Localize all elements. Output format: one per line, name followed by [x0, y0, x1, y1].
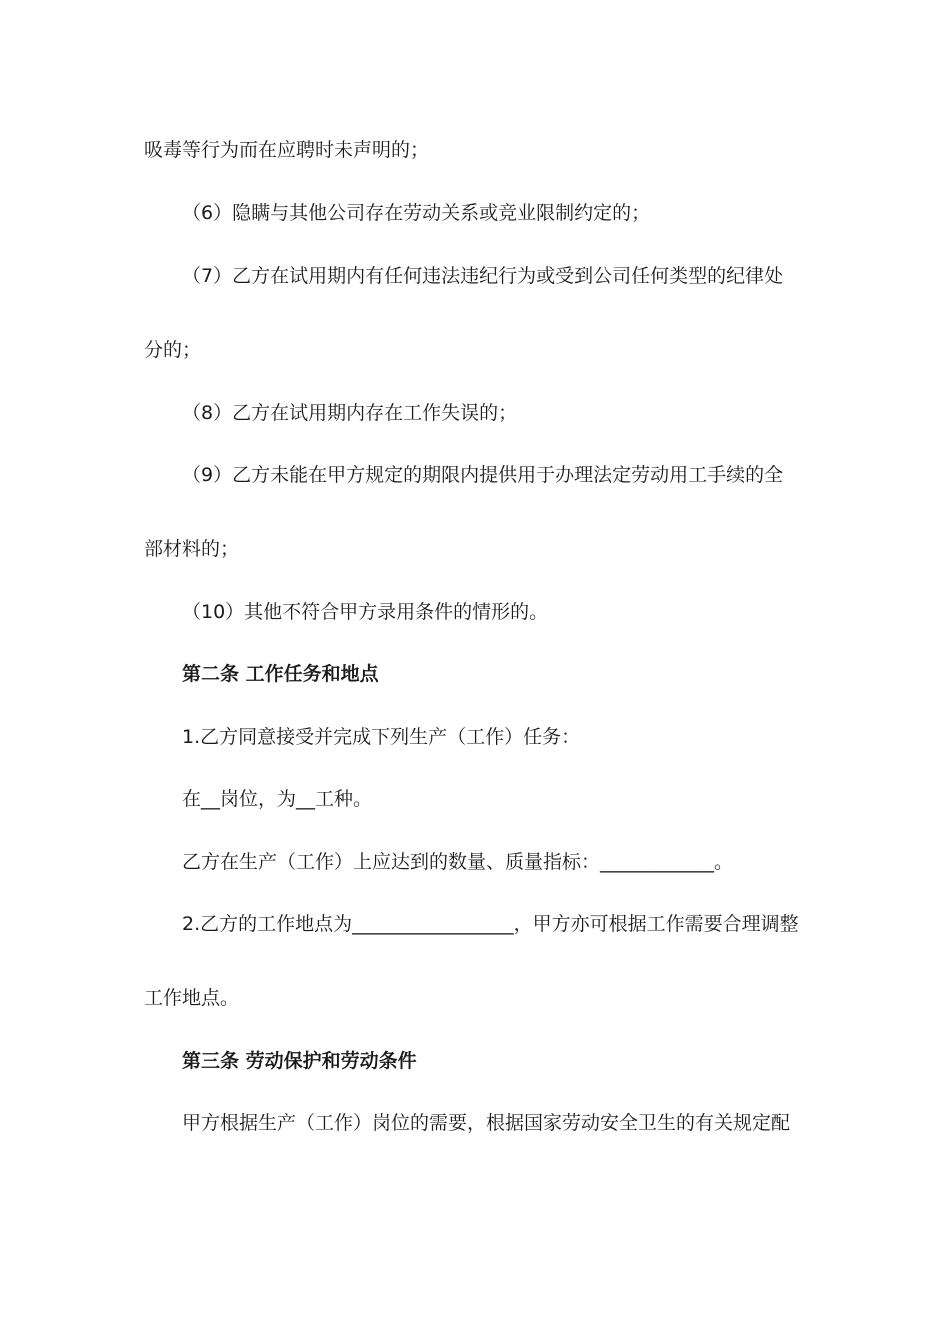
- article-2-quality-line: 乙方在生产（工作）上应达到的数量、质量指标：____________。: [182, 851, 734, 873]
- article-2-item-2: 2.乙方的工作地点为_________________，甲方亦可根据工作需要合理调整: [182, 913, 799, 935]
- article-2-heading: 第二条 工作任务和地点: [182, 663, 379, 685]
- article-3-body: 甲方根据生产（工作）岗位的需要，根据国家劳动安全卫生的有关规定配: [182, 1112, 791, 1134]
- article-2-item-2-continuation: 工作地点。: [144, 987, 240, 1009]
- clause-item-9: （9）乙方未能在甲方规定的期限内提供用于办理法定劳动用工手续的全: [182, 464, 784, 486]
- article-2-item-1: 1.乙方同意接受并完成下列生产（工作）任务：: [182, 726, 581, 748]
- clause-item-6: （6）隐瞒与其他公司存在劳动关系或竞业限制约定的；: [182, 202, 651, 224]
- clause-item-10: （10）其他不符合甲方录用条件的情形的。: [182, 601, 549, 623]
- clause-item-8: （8）乙方在试用期内存在工作失误的；: [182, 402, 518, 424]
- clause-item-7-continuation: 分的；: [144, 339, 202, 361]
- article-3-heading: 第三条 劳动保护和劳动条件: [182, 1050, 417, 1072]
- clause-item-9-continuation: 部材料的；: [144, 538, 240, 560]
- article-2-position-line: 在__岗位，为__工种。: [182, 788, 373, 810]
- clause-item-7: （7）乙方在试用期内有任何违法违纪行为或受到公司任何类型的纪律处: [182, 265, 784, 287]
- text-line-continuation: 吸毒等行为而在应聘时未声明的；: [144, 139, 430, 161]
